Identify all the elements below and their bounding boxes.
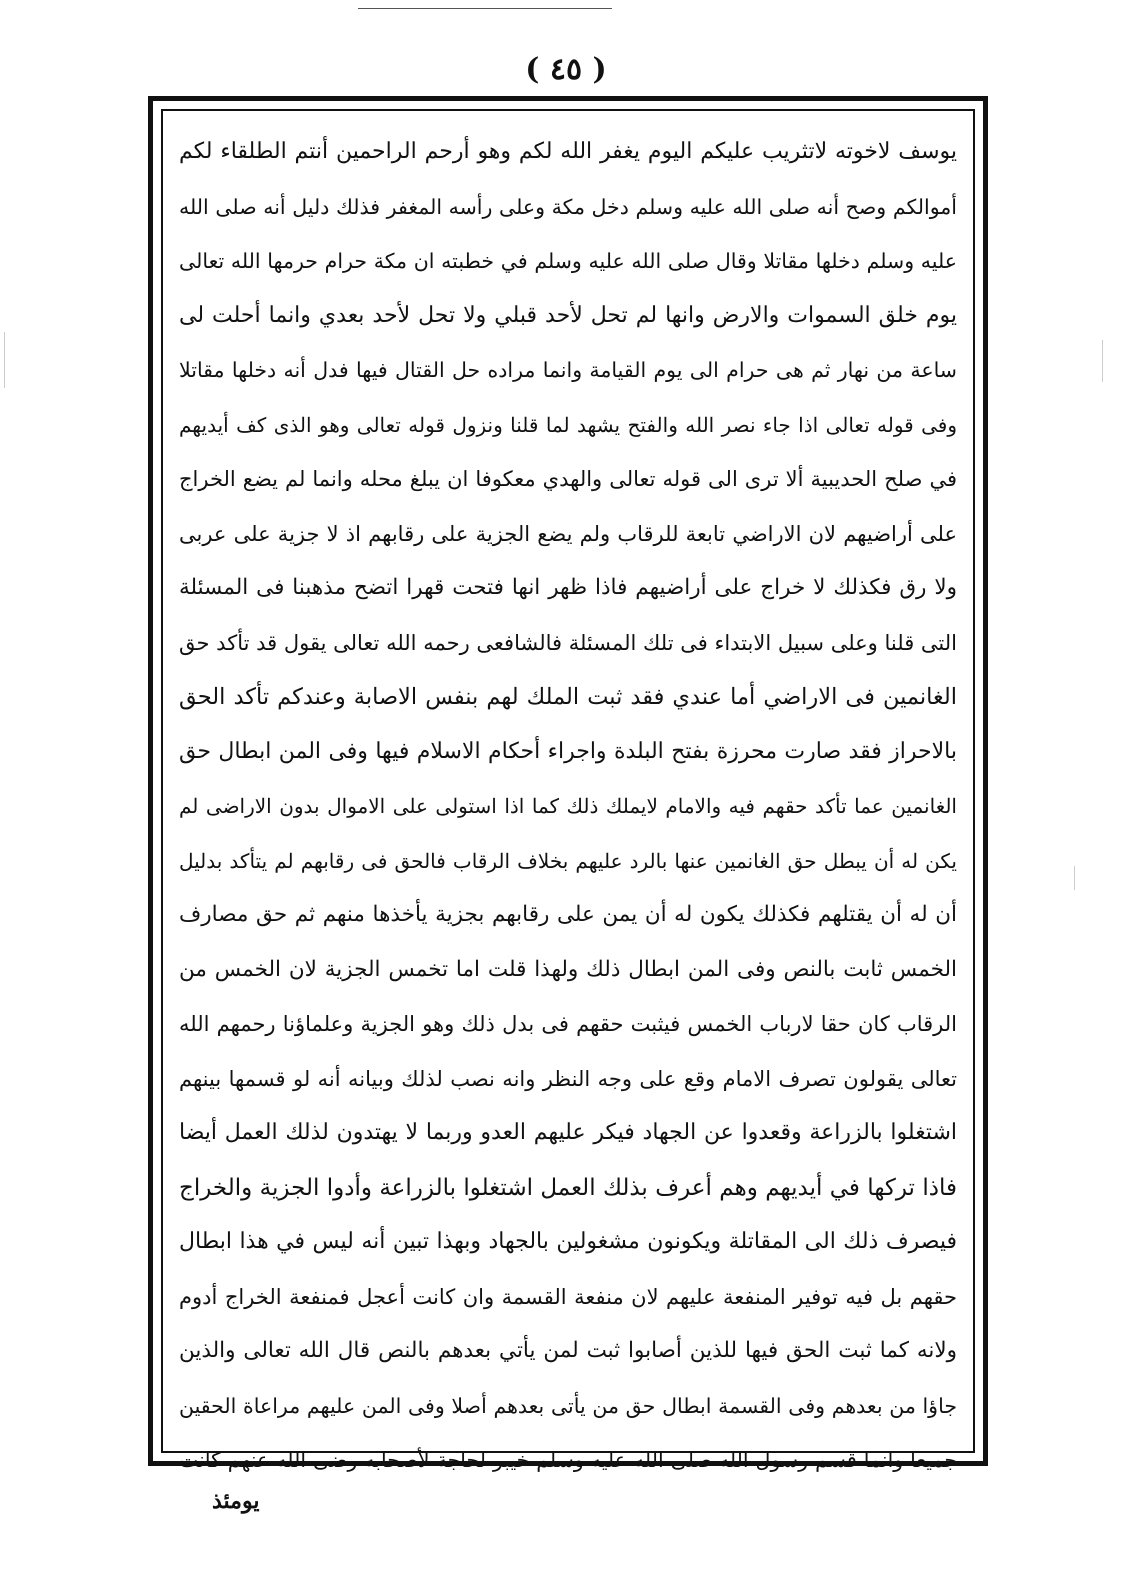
text-line: الغانمين فى الاراضي أما عندي فقد ثبت الملك لهم بنفس الاصابة وعندكم تأكد الحق bbox=[179, 684, 957, 710]
text-line: يوم خلق السموات والارض وانها لم تحل لأحد قبلي ولا تحل لأحد بعدي وانما أحلت لى bbox=[179, 302, 957, 328]
body-text bbox=[179, 125, 957, 1488]
catchword: يومئذ bbox=[212, 1488, 260, 1514]
text-line: تعالى يقولون تصرف الامام وقع على وجه النظر وانه نصب لذلك وبيانه أنه لو قسمها بينهم bbox=[179, 1066, 957, 1091]
text-line: أن له أن يقتلهم فكذلك يكون له أن يمن على رقابهم بجزية يأخذها منهم ثم حق مصارف bbox=[179, 902, 957, 927]
text-line: عليه وسلم دخلها مقاتلا وقال صلى الله عليه وسلم في خطبته ان مكة حرام حرمها الله تعالى bbox=[179, 249, 957, 273]
text-line: يكن له أن يبطل حق الغانمين عنها بالرد عليهم بخلاف الرقاب فالحق فى رقابهم لم يتأكد بدليل bbox=[179, 848, 957, 873]
text-line: ساعة من نهار ثم هى حرام الى يوم القيامة وانما مراده حل القتال فيها فدل أنه دخلها مقاتلا bbox=[179, 358, 957, 382]
text-line: فاذا تركها في أيديهم وهم أعرف بذلك العمل اشتغلوا بالزراعة وأدوا الجزية والخراج bbox=[179, 1174, 957, 1201]
text-line: الغانمين عما تأكد حقهم فيه والامام لايملك ذلك كما اذا استولى على الاموال بدون الاراضى لم bbox=[179, 794, 957, 818]
text-line: الخمس ثابت بالنص وفى المن ابطال ذلك ولهذا قلت اما تخمس الجزية لان الخمس من bbox=[179, 956, 957, 982]
text-line: بالاحراز فقد صارت محرزة بفتح البلدة واجراء أحكام الاسلام فيها وفى المن ابطال حق bbox=[179, 738, 957, 764]
text-frame-inner bbox=[161, 109, 975, 1472]
text-line: جاؤا من بعدهم وفى القسمة ابطال حق من يأتى بعدهم أصلا وفى المن عليهم مراعاة الحقين bbox=[179, 1393, 957, 1418]
text-line: اشتغلوا بالزراعة وقعدوا عن الجهاد فيكر عليهم العدو وربما لا يهتدون لذلك العمل أيضا bbox=[179, 1120, 957, 1145]
text-line: أموالكم وصح أنه صلى الله عليه وسلم دخل مكة وعلى رأسه المغفر فذلك دليل أنه صلى الله bbox=[179, 194, 957, 219]
margin-mark bbox=[4, 332, 5, 388]
margin-mark bbox=[1102, 340, 1103, 382]
page-number: ( ٤٥ ) bbox=[525, 52, 607, 87]
text-line: وفى قوله تعالى اذا جاء نصر الله والفتح يشهد لما قلنا ونزول قوله تعالى وهو الذى كف أيديهم bbox=[179, 412, 957, 437]
margin-mark bbox=[1074, 866, 1075, 890]
text-line: التى قلنا وعلى سبيل الابتداء فى تلك المسئلة فالشافعى رحمه الله تعالى يقول قد تأكد حق bbox=[179, 630, 957, 655]
text-line: الرقاب كان حقا لارباب الخمس فيثبت حقهم فى بدل ذلك وهو الجزية وعلماؤنا رحمهم الله bbox=[179, 1012, 957, 1036]
text-line: حقهم بل فيه توفير المنفعة عليهم لان منفعة القسمة وان كانت أعجل فمنفعة الخراج أدوم bbox=[179, 1284, 957, 1309]
text-line: يوسف لاخوته لاتثريب عليكم اليوم يغفر الله لكم وهو أرحم الراحمين أنتم الطلقاء لكم bbox=[179, 139, 957, 164]
top-rule bbox=[358, 8, 612, 9]
text-line: جميعا وانما قسم رسول الله صلى الله عليه وسلم خيبر لحاجة لأصحابه رضى الله عنهم كانت bbox=[179, 1448, 957, 1472]
text-line: على أراضيهم لان الاراضي تابعة للرقاب ولم يضع الجزية على رقابهم اذ لا جزية على عربى bbox=[179, 521, 957, 546]
text-line: ولا رق فكذلك لا خراج على أراضيهم فاذا ظهر انها فتحت قهرا اتضح مذهبنا فى المسئلة bbox=[179, 575, 957, 600]
text-frame bbox=[148, 96, 988, 1472]
text-line: فيصرف ذلك الى المقاتلة ويكونون مشغولين بالجهاد وبهذا تبين أنه ليس في هذا ابطال bbox=[179, 1229, 957, 1254]
text-line: في صلح الحديبية ألا ترى الى قوله تعالى والهدي معكوفا ان يبلغ محله وانما لم يضع الخراج bbox=[179, 467, 957, 491]
text-line: ولانه كما ثبت الحق فيها للذين أصابوا ثبت لمن يأتي بعدهم بالنص قال الله تعالى والذين bbox=[179, 1338, 957, 1363]
